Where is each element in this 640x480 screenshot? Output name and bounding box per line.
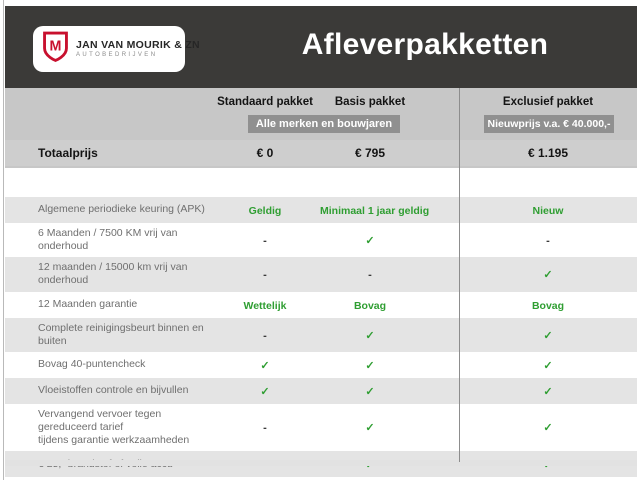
feature-value: Bovag (353, 299, 387, 312)
table-row (5, 318, 637, 352)
table-row (5, 257, 637, 291)
column-header-standaard: Standaard pakket (217, 96, 313, 108)
feature-cell-basis (320, 326, 420, 344)
feature-label: 12 maanden / 15000 km vrij van onderhoud (38, 261, 188, 287)
dealer-logo (33, 26, 200, 72)
feature-cell-exclusief (459, 382, 637, 400)
feature-label: Vloeistoffen controle en bijvullen (38, 384, 189, 397)
feature-cell-basis (320, 418, 420, 436)
badge-nieuwprijs: Nieuwprijs v.a. € 40.000,- (484, 115, 614, 133)
badge-alle-merken: Alle merken en bouwjaren (248, 115, 400, 133)
feature-cell-standaard (210, 265, 320, 283)
check-icon: ✓ (543, 269, 553, 282)
check-icon: ✓ (365, 235, 375, 248)
svg-text:M: M (49, 37, 62, 54)
feature-cell-standaard (210, 356, 320, 374)
column-divider (459, 88, 460, 462)
dash-mark: - (263, 235, 267, 248)
feature-value: Minimaal 1 jaar geldig (320, 205, 430, 217)
feature-cell-standaard (210, 201, 320, 219)
check-icon: ✓ (543, 359, 553, 372)
feature-cell-exclusief (459, 231, 637, 249)
dash-mark: - (263, 422, 267, 435)
check-icon: ✓ (365, 385, 375, 398)
check-icon: ✓ (365, 329, 375, 342)
feature-cell-standaard (210, 231, 320, 249)
feature-cell-basis (320, 265, 420, 283)
table-row (5, 292, 637, 318)
feature-cell-exclusief (459, 356, 637, 374)
feature-label: Vervangend vervoer tegen gereduceerd tarief tijdens garantie werkzaamheden (38, 407, 190, 446)
table-row (5, 223, 637, 257)
page-left-border (3, 0, 4, 480)
brand-subtitle: AUTOBEDRIJVEN (76, 52, 158, 59)
feature-cell-basis (320, 201, 430, 219)
check-icon: ✓ (365, 359, 375, 372)
shield-monogram-icon (42, 31, 69, 68)
total-price-standaard: € 0 (256, 146, 274, 160)
check-icon: ✓ (543, 422, 553, 435)
table-row (5, 378, 637, 404)
feature-cell-standaard (210, 418, 320, 436)
total-price-exclusief: € 1.195 (527, 146, 569, 160)
dash-mark: - (368, 269, 372, 282)
check-icon: ✓ (260, 385, 270, 398)
bottom-bar (5, 460, 637, 466)
check-icon: ✓ (365, 422, 375, 435)
check-icon: ✓ (543, 329, 553, 342)
page-header (5, 6, 637, 88)
feature-cell-exclusief (459, 418, 637, 436)
feature-label: 12 Maanden garantie (38, 297, 138, 310)
feature-label: Bovag 40-puntencheck (38, 358, 146, 371)
feature-value: Bovag (531, 299, 565, 312)
feature-cell-standaard (210, 296, 320, 314)
feature-cell-basis (320, 356, 420, 374)
totals-label: Totaalprijs (38, 146, 98, 160)
feature-cell-basis (320, 382, 420, 400)
column-headers-row (5, 92, 637, 112)
table-row (5, 197, 637, 223)
feature-cell-exclusief (459, 265, 637, 283)
feature-cell-exclusief (459, 296, 637, 314)
table-row (5, 404, 637, 451)
check-icon: ✓ (543, 385, 553, 398)
logo-text (76, 39, 200, 59)
feature-label: 6 Maanden / 7500 KM vrij van onderhoud (38, 227, 178, 253)
dash-mark: - (263, 329, 267, 342)
column-header-exclusief: Exclusief pakket (502, 96, 594, 108)
check-icon: ✓ (260, 359, 270, 372)
totals-row (5, 140, 637, 166)
feature-table (5, 197, 637, 477)
brand-name: JAN VAN MOURIK & ZN (76, 39, 200, 52)
feature-cell-basis (320, 296, 420, 314)
feature-value: Wettelijk (243, 299, 287, 312)
feature-cell-exclusief (459, 201, 637, 219)
dash-mark: - (263, 269, 267, 282)
feature-cell-standaard (210, 326, 320, 344)
table-header-block (5, 88, 637, 168)
table-row (5, 352, 637, 378)
page-title: Afleverpakketten (301, 28, 549, 61)
feature-cell-exclusief (459, 326, 637, 344)
feature-cell-standaard (210, 382, 320, 400)
column-header-basis: Basis pakket (334, 96, 406, 108)
total-price-basis: € 795 (354, 146, 386, 160)
dash-mark: - (546, 235, 550, 248)
feature-label: Algemene periodieke keuring (APK) (38, 203, 205, 216)
feature-label: Complete reinigingsbeurt binnen en buiten (38, 321, 204, 347)
feature-value: Geldig (248, 205, 282, 217)
feature-cell-basis (320, 231, 420, 249)
feature-value: Nieuw (532, 205, 564, 217)
